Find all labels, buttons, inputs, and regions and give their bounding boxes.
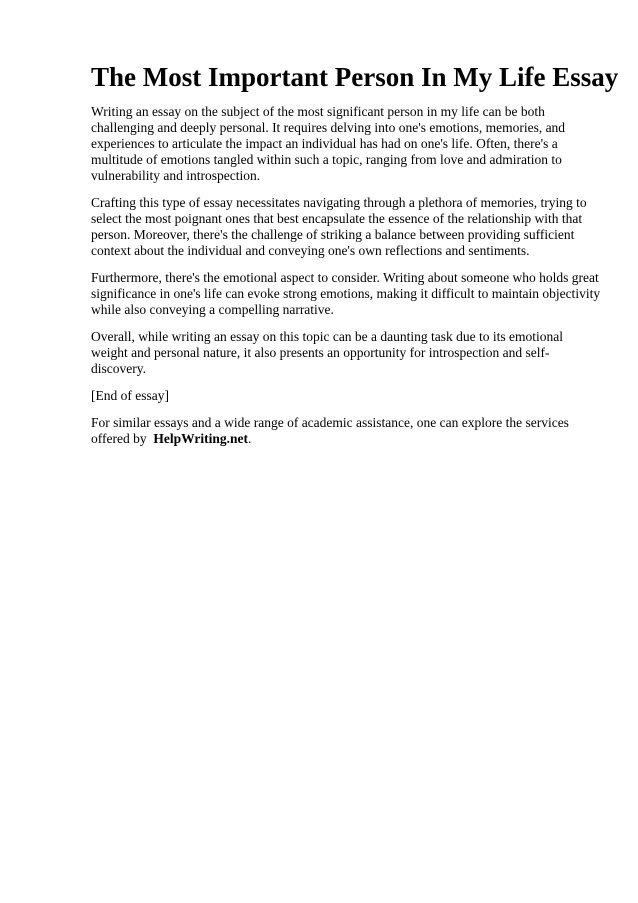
document-page xyxy=(91,58,619,458)
closing-paragraph xyxy=(91,415,603,447)
helpwriting-link[interactable]: HelpWriting.net xyxy=(153,431,248,446)
paragraph-1: Writing an essay on the subject of the most significant person in my life can be both challenging and deeply personal. It requires delving into one's emotions, memories, and experiences to articulate the impact an individual has had on one's life. Often, there's a multitude of emotions tangled within such a topic, ranging from love and admiration to vulnerability and introspection. xyxy=(91,104,566,183)
closing-suffix: . xyxy=(248,431,252,446)
closing-text: For similar essays and a wide range of academic assistance, one can explore the services offered by xyxy=(91,415,569,446)
paragraph-4: Overall, while writing an essay on this topic can be a daunting task due to its emotional weight and personal nature, it also presents an opportunity for introspection and self-discovery. xyxy=(91,329,564,376)
paragraph-3: Furthermore, there's the emotional aspect to consider. Writing about someone who holds great significance in one's life can evoke strong emotions, making it difficult to maintain objectivity while also conveying a compelling narrative. xyxy=(91,270,601,317)
document-title: The Most Important Person In My Life Essay xyxy=(91,62,619,92)
end-of-essay-note: [End of essay] xyxy=(91,388,169,403)
paragraph-2: Crafting this type of essay necessitates navigating through a plethora of memories, trying to select the most poignant ones that best encapsulate the essence of the relationship with that person. Moreover, there's the challenge of striking a balance between providing sufficient context about the individual and conveying one's own reflections and sentiments. xyxy=(91,195,587,258)
